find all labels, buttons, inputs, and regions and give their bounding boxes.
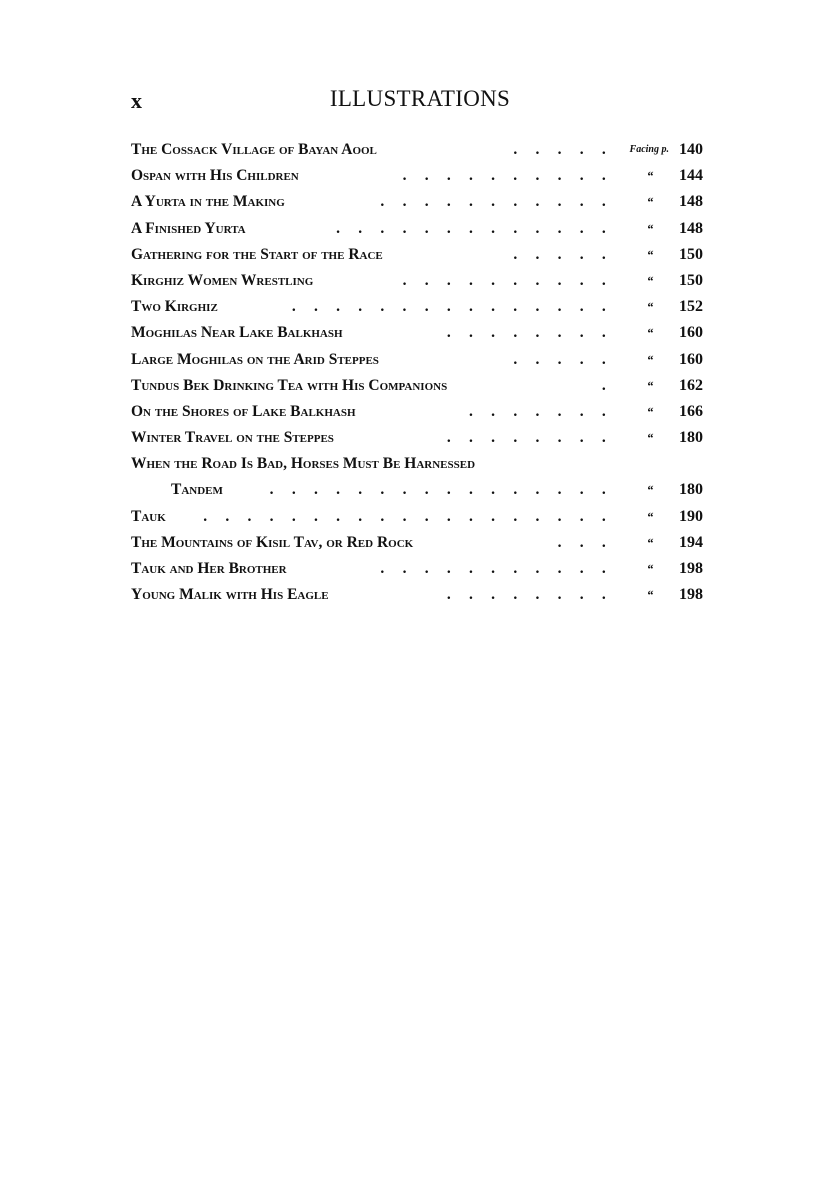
illustration-title: Moghilas Near Lake Balkhash xyxy=(131,324,343,342)
list-item xyxy=(131,242,713,268)
illustration-title: On the Shores of Lake Balkhash xyxy=(131,402,356,420)
dot-leader: . . . . . . . . xyxy=(446,324,613,342)
ditto-mark: “ xyxy=(646,377,654,393)
list-item xyxy=(131,268,713,294)
page-reference: 148 xyxy=(679,193,703,211)
illustrations-list xyxy=(131,137,713,608)
ditto-mark: “ xyxy=(646,508,654,524)
list-item xyxy=(131,189,713,215)
illustration-title: Tauk and Her Brother xyxy=(131,560,287,577)
illustration-title: A Finished Yurta xyxy=(131,219,246,237)
page-reference: 152 xyxy=(679,298,703,316)
ditto-mark: Facing p. xyxy=(629,144,669,155)
dot-leader: . . . . . . . . xyxy=(446,429,613,447)
page-reference: 162 xyxy=(679,376,703,394)
illustration-title: Tundus Bek Drinking Tea with His Companions xyxy=(131,376,448,394)
illustration-title: Winter Travel on the Steppes xyxy=(131,429,334,447)
ditto-mark: “ xyxy=(646,168,654,184)
page-reference: 198 xyxy=(679,586,703,604)
dot-leader: . . . . . . . . . . . . . . . . xyxy=(269,481,613,499)
page-reference: 144 xyxy=(679,167,703,185)
list-item xyxy=(131,582,713,608)
list-item xyxy=(131,320,713,346)
list-item xyxy=(131,373,713,399)
illustration-title: Two Kirghiz xyxy=(131,298,218,316)
page-reference: 190 xyxy=(679,507,703,525)
illustration-title: Kirghiz Women Wrestling xyxy=(131,271,314,289)
list-item xyxy=(131,137,713,163)
dot-leader: . . . . . . . . . . . . . . . . . . . xyxy=(203,507,613,525)
ditto-mark: “ xyxy=(646,246,654,262)
dot-leader: . . . . . . . . . . . . . . . xyxy=(291,298,613,316)
list-item xyxy=(131,425,713,451)
list-item xyxy=(131,163,713,189)
dot-leader: . . . . . xyxy=(513,245,613,263)
ditto-mark: “ xyxy=(646,403,654,419)
illustration-title: The Cossack Village of Bayan Aool xyxy=(131,141,377,158)
illustration-title: Large Moghilas on the Arid Steppes xyxy=(131,350,379,368)
page-reference: 150 xyxy=(679,271,703,289)
page-reference: 166 xyxy=(679,402,703,420)
ditto-mark: “ xyxy=(646,482,654,498)
illustration-title: The Mountains of Kisil Tav, or Red Rock xyxy=(131,533,414,551)
list-item xyxy=(131,216,713,242)
ditto-mark: “ xyxy=(646,194,654,210)
page-reference: 198 xyxy=(679,560,703,577)
ditto-mark: “ xyxy=(646,561,654,576)
dot-leader: . . . . . . . . . . xyxy=(402,167,613,185)
list-item xyxy=(131,347,713,373)
list-item xyxy=(131,530,713,556)
page-title: ILLUSTRATIONS xyxy=(329,86,511,111)
ditto-mark: “ xyxy=(646,351,654,367)
dot-leader: . . . xyxy=(557,533,613,551)
page-reference: 160 xyxy=(679,324,703,342)
page-reference: 160 xyxy=(679,350,703,368)
list-item xyxy=(131,451,713,477)
illustration-title: Tauk xyxy=(131,507,166,525)
dot-leader: . . . . . xyxy=(513,350,613,368)
page-reference: 180 xyxy=(679,429,703,447)
illustration-title: Ospan with His Children xyxy=(131,167,299,185)
list-item xyxy=(131,399,713,425)
list-item xyxy=(131,294,713,320)
ditto-mark: “ xyxy=(646,272,654,288)
ditto-mark: “ xyxy=(646,325,654,341)
list-item xyxy=(131,504,713,530)
dot-leader: . . . . . . . xyxy=(469,402,613,420)
dot-leader: . . . . . . . . . . . xyxy=(380,193,613,211)
list-item xyxy=(131,477,713,503)
ditto-mark: “ xyxy=(646,430,654,446)
dot-leader: . xyxy=(601,376,613,394)
page-reference: 180 xyxy=(679,481,703,499)
ditto-mark: “ xyxy=(646,587,654,603)
illustration-title: Young Malik with His Eagle xyxy=(131,586,329,604)
page-reference: 150 xyxy=(679,245,703,263)
ditto-mark: “ xyxy=(646,299,654,315)
page-number: x xyxy=(131,88,142,113)
page-reference: 148 xyxy=(679,219,703,237)
dot-leader: . . . . . xyxy=(513,141,613,158)
dot-leader: . . . . . . . . . . . . . xyxy=(336,219,613,237)
page-reference: 194 xyxy=(679,533,703,551)
illustration-title: When the Road Is Bad, Horses Must Be Harnessed xyxy=(131,455,476,473)
dot-leader: . . . . . . . . . . . xyxy=(380,560,613,577)
ditto-mark: “ xyxy=(646,220,654,236)
ditto-mark: “ xyxy=(646,534,654,550)
dot-leader: . . . . . . . . xyxy=(446,586,613,604)
illustration-title: A Yurta in the Making xyxy=(131,193,285,211)
dot-leader: . . . . . . . . . . xyxy=(402,271,613,289)
page-reference: 140 xyxy=(679,141,703,158)
illustration-title: Tandem xyxy=(171,481,223,499)
illustration-title: Gathering for the Start of the Race xyxy=(131,245,383,263)
list-item xyxy=(131,556,713,582)
